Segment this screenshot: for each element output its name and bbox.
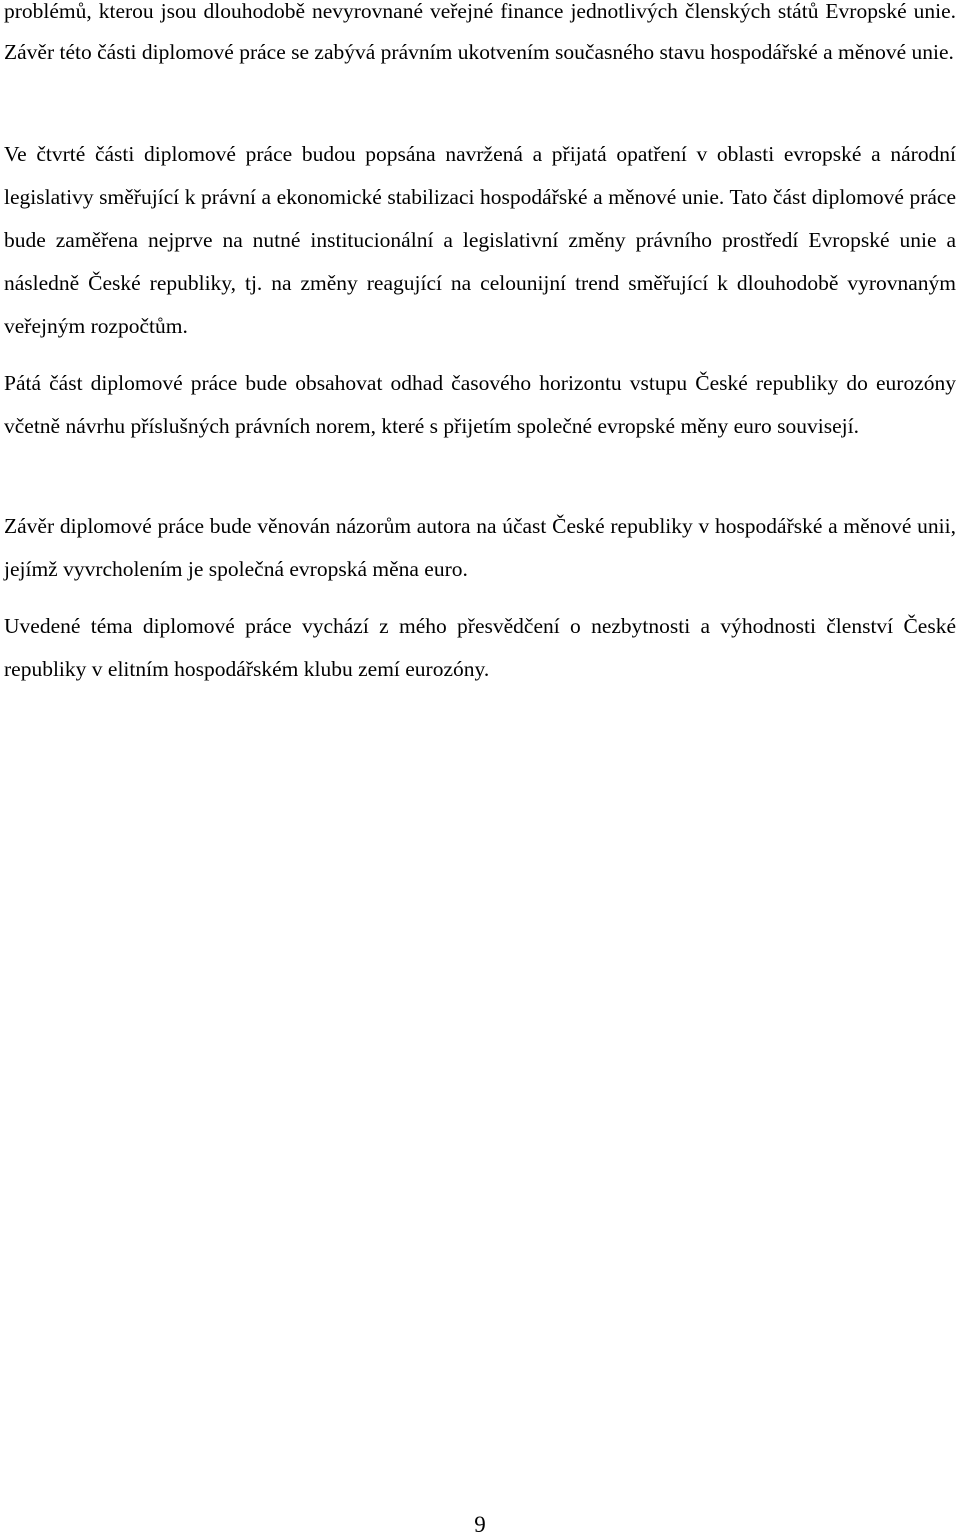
paragraph-fourth-part: Ve čtvrté části diplomové práce budou popsána navržená a přijatá opatření v oblasti evropské a národní legislativy směřující k právní a ekonomické stabilizaci hospodářské a měnové unie. Tato část diplomové práce bude zaměřena nejprve na nutné institucionální a legislativní změny právního prostředí Evropské unie a následně České republiky, tj. na změny reagující na celounijní trend směřující k dlouhodobě vyrovnaným veřejným rozpočtům. — [4, 142, 956, 338]
paragraph-conclusion: Závěr diplomové práce bude věnován názorům autora na účast České republiky v hospodářské a měnové unii, jejímž vyvrcholením je společná evropská měna euro. — [4, 514, 956, 581]
paragraph-fifth-part: Pátá část diplomové práce bude obsahovat odhad časového horizontu vstupu České republiky do eurozóny včetně návrhu příslušných právních norem, které s přijetím společné evropské měny euro souvisejí. — [4, 371, 956, 438]
paragraph-topic-motivation: Uvedené téma diplomové práce vychází z mého přesvědčení o nezbytnosti a výhodnosti členství České republiky v elitním hospodářském klubu zemí eurozóny. — [4, 614, 956, 681]
paragraph-continuation: problémů, kterou jsou dlouhodobě nevyrovnané veřejné finance jednotlivých členských států Evropské unie. Závěr této části diplomové práce se zabývá právním ukotvením současného stavu hospodářské a měnové unie. — [4, 0, 956, 64]
page-number: 9 — [474, 1512, 486, 1537]
